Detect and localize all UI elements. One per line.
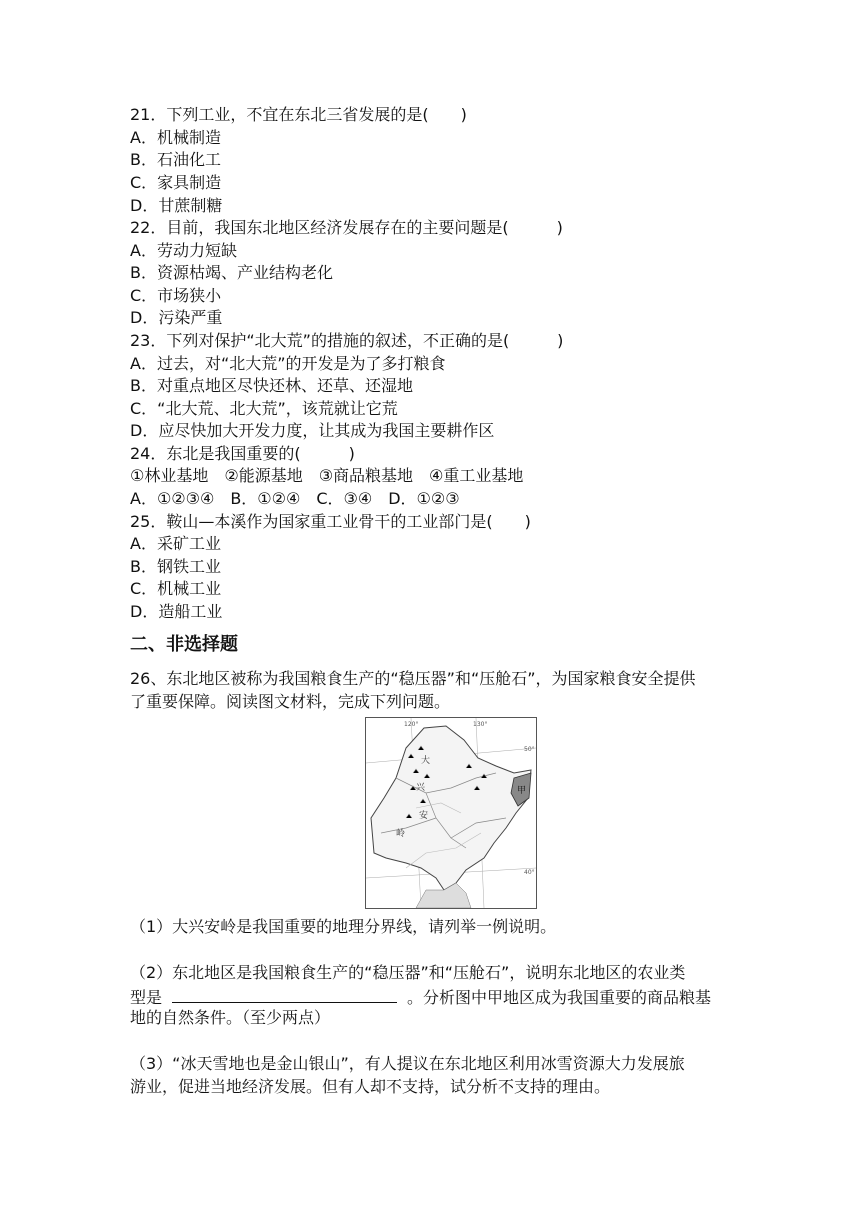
answer-blank[interactable] <box>172 986 397 1003</box>
range-label-xing: 兴 <box>416 783 426 793</box>
section-heading: 二、非选择题 <box>130 634 238 655</box>
q25-option-c: C．机械工业 <box>130 579 222 598</box>
q24-options: A．①②③④ B．①②④ C．③④ D．①②③ <box>130 489 460 508</box>
range-label-da: 大 <box>421 756 431 766</box>
q23-stem: 23．下列对保护“北大荒”的措施的叙述，不正确的是( ) <box>130 331 564 350</box>
q26-sub1: （1）大兴安岭是我国重要的地理分界线，请列举一例说明。 <box>130 917 557 936</box>
q26-sub3-line1: （3）“冰天雪地也是金山银山”，有人提议在东北地区利用冰雪资源大力发展旅 <box>130 1054 685 1073</box>
q22-option-c: C．市场狭小 <box>130 286 222 305</box>
q22-stem: 22．目前，我国东北地区经济发展存在的主要问题是( ) <box>130 218 563 237</box>
q25-option-b: B．钢铁工业 <box>130 557 221 576</box>
lon-120-label: 120° <box>404 721 419 728</box>
q26-intro-line1: 26、东北地区被称为我国粮食生产的“稳压器”和“压舱石”，为国家粮食安全提供 <box>130 669 696 688</box>
q22-option-a: A．劳动力短缺 <box>130 241 237 260</box>
q23-option-c: C．“北大荒、北大荒”，该荒就让它荒 <box>130 399 398 418</box>
lat-40-label: 40° <box>524 869 535 876</box>
q26-sub2-line2 <box>130 986 711 1008</box>
q25-option-d: D．造船工业 <box>130 602 223 621</box>
q25-option-a: A．采矿工业 <box>130 534 221 553</box>
q26-sub2-line3: 地的自然条件。（至少两点） <box>130 1008 331 1027</box>
q26-sub2-prefix: 型是 <box>130 988 163 1007</box>
q21-stem: 21．下列工业，不宜在东北三省发展的是( ) <box>130 105 467 124</box>
q24-items: ①林业基地 ②能源基地 ③商品粮基地 ④重工业基地 <box>130 466 524 485</box>
q22-option-d: D．污染严重 <box>130 308 223 327</box>
q26-intro-line2: 了重要保障。阅读图文材料，完成下列问题。 <box>130 692 451 711</box>
lon-130-label: 130° <box>473 721 488 728</box>
jia-label: 甲 <box>517 786 527 796</box>
lat-50-label: 50° <box>524 746 535 753</box>
q26-sub2-line1: （2）东北地区是我国粮食生产的“稳压器”和“压舱石”，说明东北地区的农业类 <box>130 963 686 982</box>
range-label-ling: 岭 <box>396 829 406 839</box>
q24-stem: 24．东北是我国重要的( ) <box>130 444 355 463</box>
q26-sub2-suffix: 。分析图中甲地区成为我国重要的商品粮基 <box>407 988 712 1007</box>
q23-option-b: B．对重点地区尽快还林、还草、还湿地 <box>130 376 413 395</box>
q21-option-d: D．甘蔗制糖 <box>130 196 223 215</box>
q25-stem: 25．鞍山—本溪作为国家重工业骨干的工业部门是( ) <box>130 512 531 531</box>
q26-sub3-line2: 游业，促进当地经济发展。但有人却不支持，试分析不支持的理由。 <box>130 1077 611 1096</box>
q23-option-a: A．过去，对“北大荒”的开发是为了多打粮食 <box>130 354 446 373</box>
q21-option-a: A．机械制造 <box>130 128 221 147</box>
range-label-an: 安 <box>419 811 429 821</box>
northeast-china-map <box>365 717 537 909</box>
q23-option-d: D．应尽快加大开发力度，让其成为我国主要耕作区 <box>130 421 495 440</box>
q21-option-b: B．石油化工 <box>130 150 221 169</box>
q21-option-c: C．家具制造 <box>130 173 222 192</box>
q22-option-b: B．资源枯竭、产业结构老化 <box>130 263 333 282</box>
